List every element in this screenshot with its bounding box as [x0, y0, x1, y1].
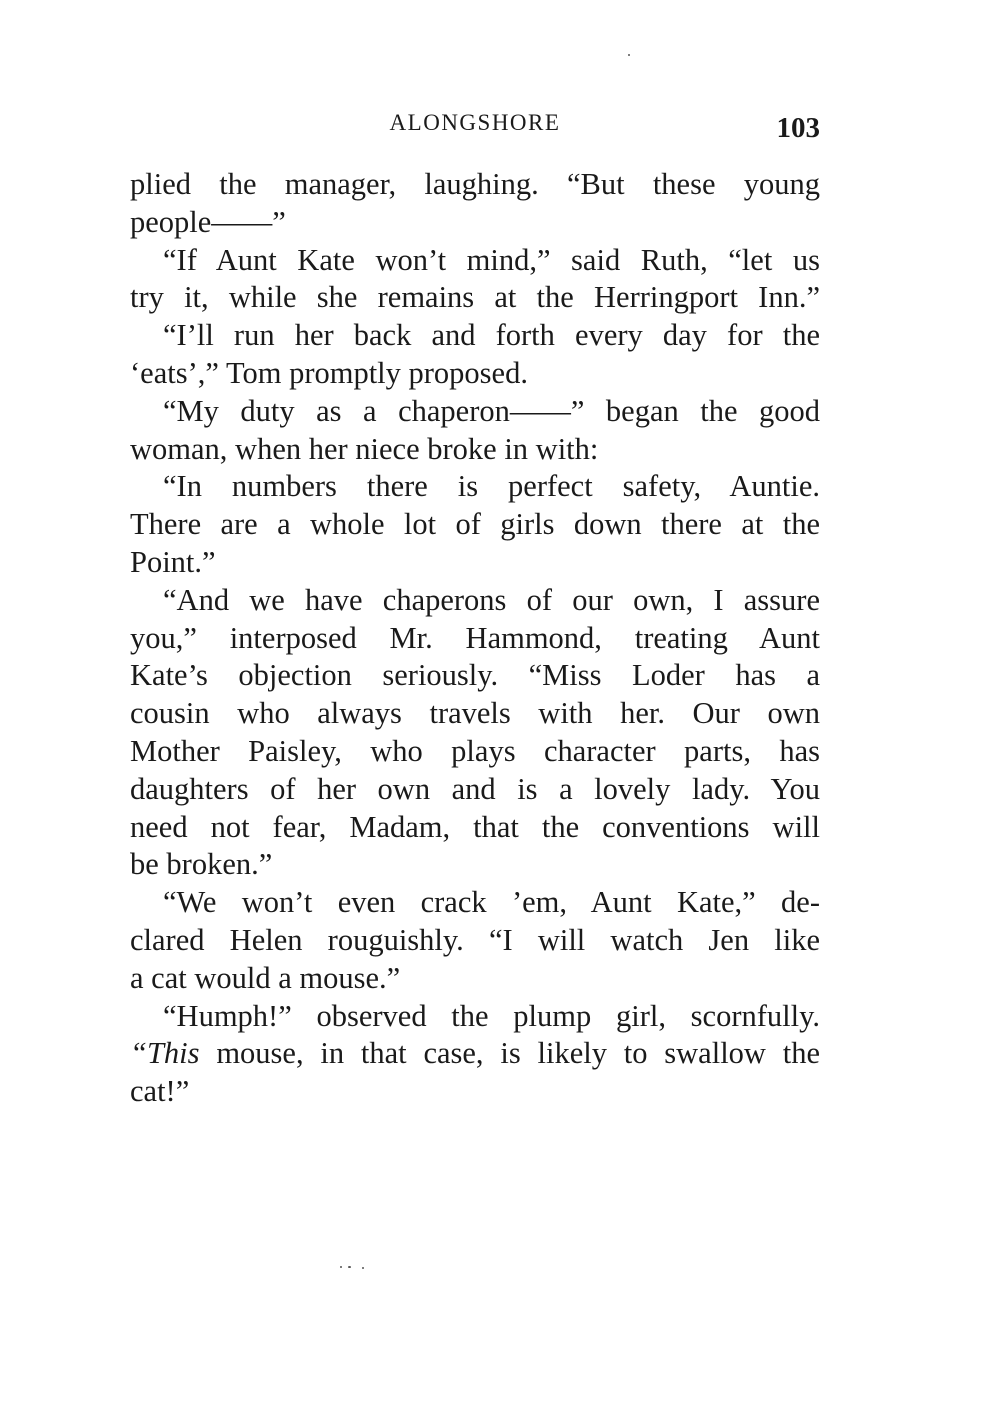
page-number: 103 — [776, 112, 820, 144]
text-line: “In numbers there is perfect safety, Auntie. — [163, 469, 820, 504]
text-line: Mother Paisley, who plays character parts, has — [130, 733, 820, 768]
text-line: cat!” — [130, 1074, 190, 1109]
text-line: “Humph!” observed the plump girl, scornfully. — [163, 998, 820, 1033]
scan-speck — [348, 1266, 351, 1268]
text-line: be broken.” — [130, 847, 273, 882]
text-line — [130, 1035, 820, 1073]
italic-emphasis: “This — [130, 1036, 200, 1071]
text-line: you,” interposed Mr. Hammond, treating Aunt — [130, 620, 820, 655]
scan-speck — [340, 1266, 342, 1268]
text-line: “And we have chaperons of our own, I assure — [163, 582, 820, 617]
text-line: clared Helen rouguishly. “I will watch Jen like — [130, 922, 820, 957]
text-line: Point.” — [130, 544, 216, 579]
running-title: ALONGSHORE — [389, 110, 561, 135]
text-line: plied the manager, laughing. “But these young — [130, 167, 820, 201]
text-line: need not fear, Madam, that the conventions will — [130, 809, 820, 844]
text-line: try it, while she remains at the Herringport Inn.” — [130, 280, 820, 315]
text-line: people——” — [130, 204, 286, 239]
text-line: woman, when her niece broke in with: — [130, 431, 599, 466]
body-text — [130, 166, 820, 1111]
text-line: “I’ll run her back and forth every day for the — [163, 318, 820, 353]
text-line: a cat would a mouse.” — [130, 960, 401, 995]
running-head — [130, 110, 820, 150]
text-line: “We won’t even crack ’em, Aunt Kate,” de- — [163, 885, 820, 920]
text-line: daughters of her own and is a lovely lady. You — [130, 771, 820, 806]
text-line: cousin who always travels with her. Our own — [130, 696, 820, 731]
text-line: “My duty as a chaperon——” began the good — [163, 393, 820, 428]
scan-speck — [362, 1267, 364, 1269]
text-line: There are a whole lot of girls down there at the — [130, 507, 820, 542]
text-line: ‘eats’,” Tom promptly proposed. — [130, 355, 528, 390]
text-line-rest: mouse, in that case, is likely to swallow the — [199, 1036, 820, 1071]
text-line: Kate’s objection seriously. “Miss Loder has a — [130, 658, 820, 693]
scan-speck — [628, 54, 630, 56]
text-line: “If Aunt Kate won’t mind,” said Ruth, “let us — [163, 242, 820, 277]
